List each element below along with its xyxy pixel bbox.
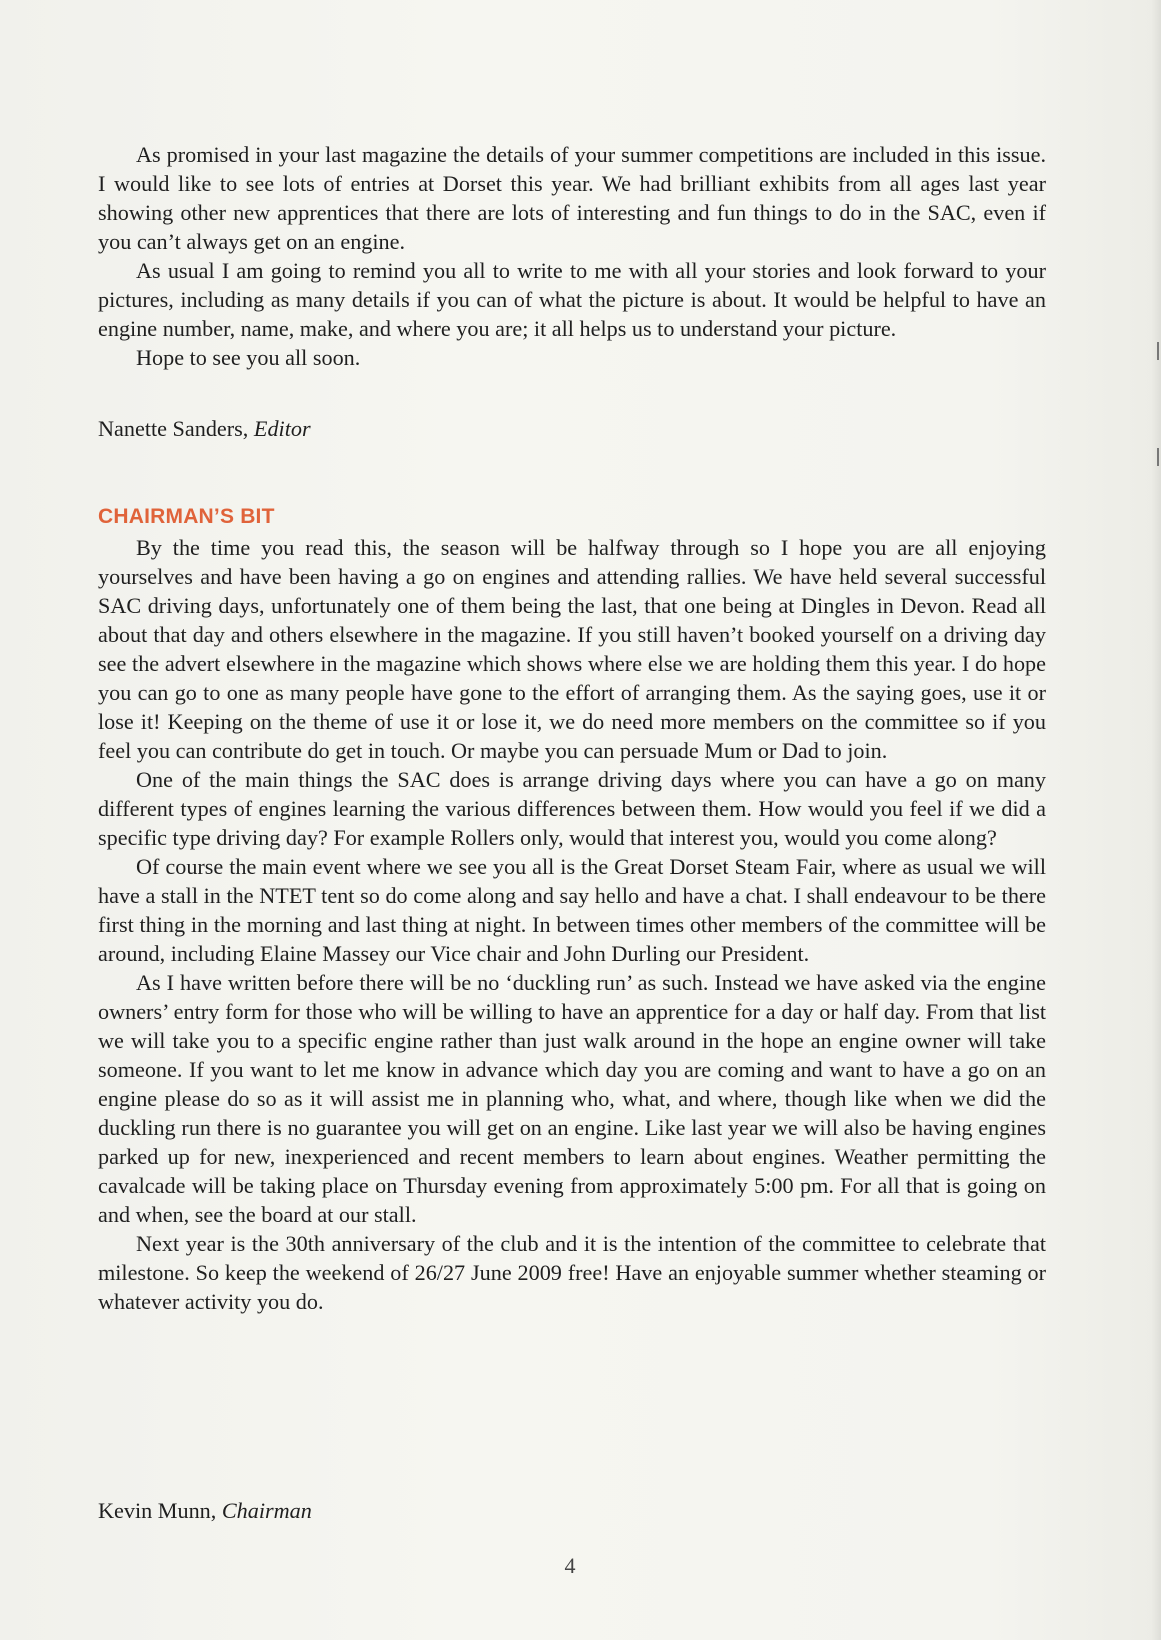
chairman-paragraph: One of the main things the SAC does is arrange driving days where you can have a go on many different types of engines learning the various differences between them. How would you feel if we did a specific type driving day? For example Rollers only, would that interest you, would you come along? xyxy=(98,767,1046,850)
chairman-paragraph: Of course the main event where we see you all is the Great Dorset Steam Fair, where as usual we will have a stall in the NTET tent so do come along and say hello and have a chat. I shall endeavour to be there first thing in the morning and last thing at night. In between times other members of the committee will be around, including Elaine Massey our Vice chair and John Durling our President. xyxy=(98,854,1046,966)
chairman-signature xyxy=(98,1496,312,1525)
editor-letter xyxy=(98,140,1046,372)
editor-paragraph: Hope to see you all soon. xyxy=(136,345,361,370)
editor-signature-role: Editor xyxy=(253,416,311,441)
editor-signature-name: Nanette Sanders, xyxy=(98,416,249,441)
chairman-paragraph: Next year is the 30th anniversary of the club and it is the intention of the committee to celebrate that milestone. So keep the weekend of 26/27 June 2009 free! Have an enjoyable summer whether steaming or whatever activity you do. xyxy=(98,1231,1046,1314)
editor-signature xyxy=(98,414,311,443)
page-spine-shadow xyxy=(1151,0,1161,1640)
chairman-signature-role: Chairman xyxy=(221,1498,312,1523)
binding-mark xyxy=(1157,448,1159,466)
editor-paragraph: As usual I am going to remind you all to write to me with all your stories and look forward to your pictures, including as many details if you can of what the picture is about. It would be helpful to have an engine number, name, make, and where you are; it all helps us to understand your picture. xyxy=(98,258,1046,341)
page-number: 4 xyxy=(564,1553,576,1578)
chairman-signature-name: Kevin Munn, xyxy=(98,1498,217,1523)
chairman-paragraph: As I have written before there will be no ‘duckling run’ as such. Instead we have asked via the engine owners’ entry form for those who will be willing to have an apprentice for a day or half day. From that list we will take you to a specific engine rather than just walk around in the hope an engine owner will take someone. If you want to let me know in advance which day you are coming and want to have a go on an engine please do so as it will assist me in planning who, what, and where, though like when we did the duckling run there is no guarantee you will get on an engine. Like last year we will also be having engines parked up for new, inexperienced and recent members to learn about engines. Weather permitting the cavalcade will be taking place on Thursday evening from approximately 5:00 pm. For all that is going on and when, see the board at our stall. xyxy=(98,970,1046,1227)
editor-paragraph: As promised in your last magazine the details of your summer competitions are included in this issue. I would like to see lots of entries at Dorset this year. We had brilliant exhibits from all ages last year showing other new apprentices that there are lots of interesting and fun things to do in the SAC, even if you can’t always get on an engine. xyxy=(98,142,1046,254)
chairmans-bit-heading: CHAIRMAN’S BIT xyxy=(98,505,275,528)
chairman-column xyxy=(98,533,1046,1316)
binding-mark xyxy=(1157,342,1159,360)
chairman-paragraph: By the time you read this, the season will be halfway through so I hope you are all enjoying yourselves and have been having a go on engines and attending rallies. We have held several successful SAC driving days, unfortunately one of them being the last, that one being at Dingles in Devon. Read all about that day and others elsewhere in the magazine. If you still haven’t booked yourself on a driving day see the advert elsewhere in the magazine which shows where else we are holding them this year. I do hope you can go to one as many people have gone to the effort of arranging them. As the saying goes, use it or lose it! Keeping on the theme of use it or lose it, we do need more members on the committee so if you feel you can contribute do get in touch. Or maybe you can persuade Mum or Dad to join. xyxy=(98,535,1046,763)
